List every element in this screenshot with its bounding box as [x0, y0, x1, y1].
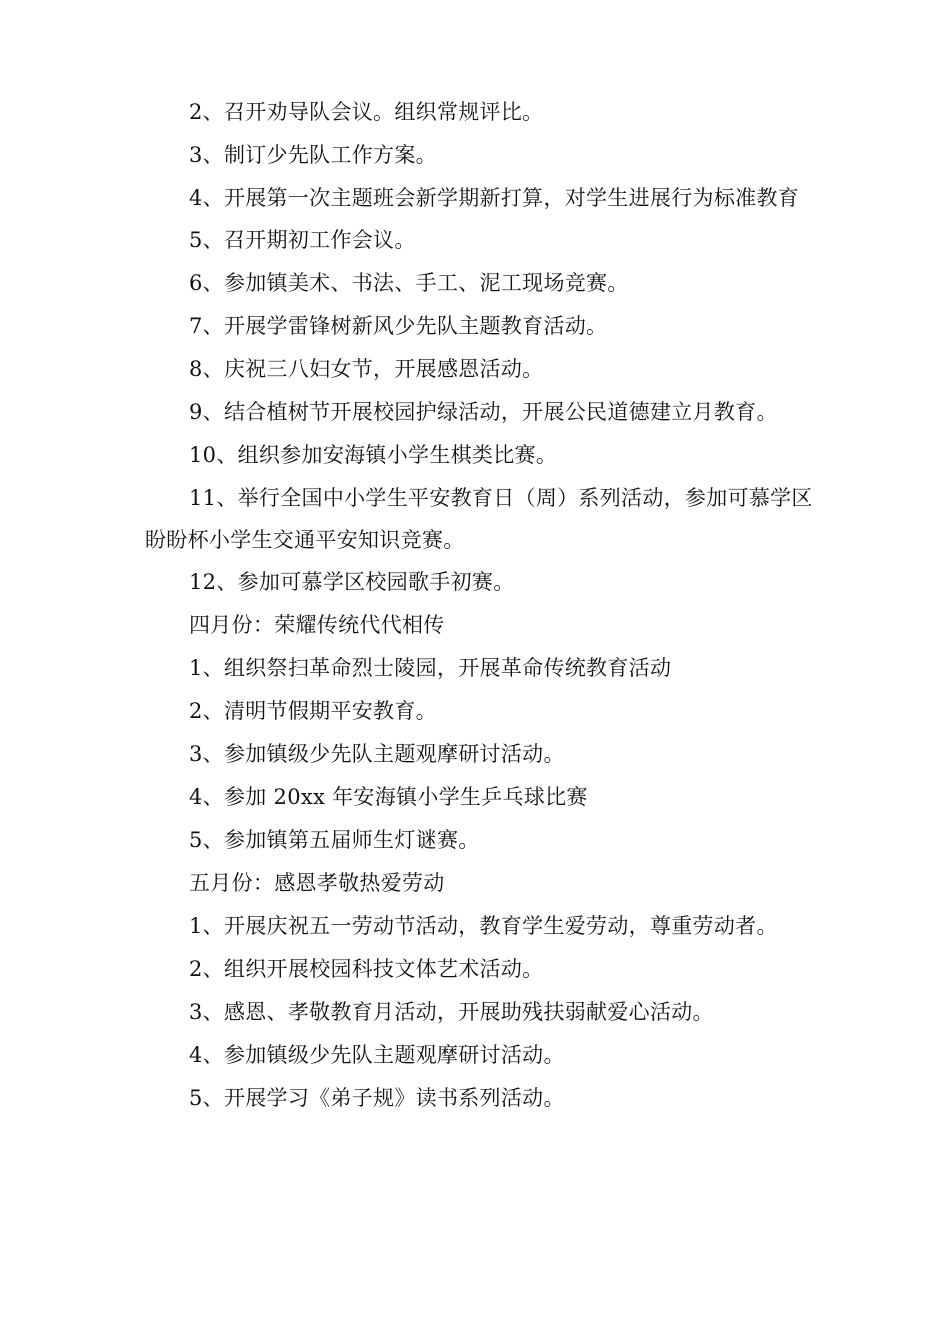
paragraph-item: 1、开展庆祝五一劳动节活动，教育学生爱劳动，尊重劳动者。 — [189, 914, 778, 938]
paragraph-item: 5、召开期初工作会议。 — [189, 228, 416, 252]
section-heading: 五月份：感恩孝敬热爱劳动 — [189, 871, 445, 895]
paragraph-item: 11、举行全国中小学生平安教育日（周）系列活动，参加可慕学区盼盼杯小学生交通平安知识竞赛。 — [145, 486, 813, 552]
paragraph-item: 9、结合植树节开展校园护绿活动，开展公民道德建立月教育。 — [189, 400, 778, 424]
paragraph-item: 4、参加 20xx 年安海镇小学生乒乓球比赛 — [189, 785, 588, 809]
paragraph-item: 1、组织祭扫革命烈士陵园，开展革命传统教育活动 — [189, 656, 672, 680]
paragraph-item: 8、庆祝三八妇女节，开展感恩活动。 — [189, 357, 544, 381]
paragraph-item: 5、开展学习《弟子规》读书系列活动。 — [189, 1086, 565, 1110]
paragraph-item: 2、组织开展校园科技文体艺术活动。 — [189, 957, 544, 981]
paragraph-item: 3、参加镇级少先队主题观摩研讨活动。 — [189, 742, 565, 766]
paragraph-item: 2、清明节假期平安教育。 — [189, 699, 437, 723]
paragraph-item: 2、召开劝导队会议。组织常规评比。 — [189, 100, 544, 124]
section-heading: 四月份：荣耀传统代代相传 — [189, 613, 445, 637]
paragraph-item: 7、开展学雷锋树新风少先队主题教育活动。 — [189, 314, 608, 338]
paragraph-item: 4、开展第一次主题班会新学期新打算，对学生进展行为标准教育 — [189, 186, 800, 210]
paragraph-item: 4、参加镇级少先队主题观摩研讨活动。 — [189, 1043, 565, 1067]
paragraph-item: 10、组织参加安海镇小学生棋类比赛。 — [189, 443, 558, 467]
paragraph-item: 6、参加镇美术、书法、手工、泥工现场竞赛。 — [189, 271, 629, 295]
paragraph-item: 12、参加可慕学区校园歌手初赛。 — [189, 570, 515, 594]
document-body — [145, 91, 815, 1120]
paragraph-item: 3、感恩、孝敬教育月活动，开展助残扶弱献爱心活动。 — [189, 1000, 714, 1024]
paragraph-item: 5、参加镇第五届师生灯谜赛。 — [189, 828, 480, 852]
paragraph-item: 3、制订少先队工作方案。 — [189, 143, 437, 167]
